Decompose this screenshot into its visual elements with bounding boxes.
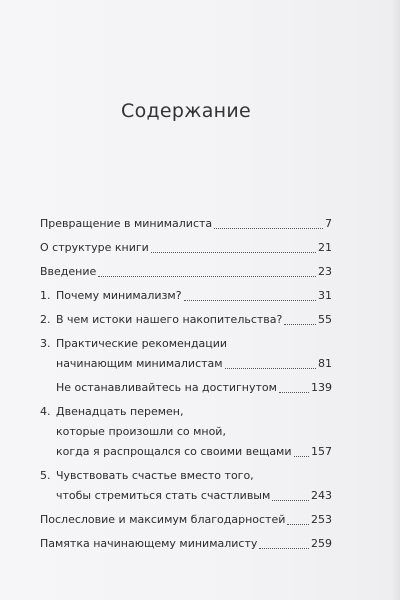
toc-dot-leader xyxy=(184,300,316,301)
toc-dot-leader xyxy=(214,228,323,229)
toc-entry-title: Не останавливайтесь на достигнутом xyxy=(56,381,277,394)
table-of-contents xyxy=(40,214,332,558)
toc-entry-title: Памятка начинающему минималисту xyxy=(40,537,258,550)
toc-entry-book-structure xyxy=(40,238,332,258)
toc-entry-title: Введение xyxy=(40,265,97,278)
toc-entry-chapter-1 xyxy=(40,286,332,306)
chapter-number: 2. xyxy=(40,313,51,326)
toc-entry-chapter-3 xyxy=(40,334,332,374)
toc-entry-title-line: которые произошли со мной, xyxy=(56,425,226,438)
toc-page-number: 139 xyxy=(311,381,332,394)
toc-entry-title-line: когда я распрощался со своими вещами xyxy=(56,445,292,458)
toc-dot-leader xyxy=(279,392,309,393)
toc-entry-afterword xyxy=(40,510,332,530)
toc-page-number: 55 xyxy=(318,313,332,326)
toc-entry-memo xyxy=(40,534,332,554)
toc-dot-leader xyxy=(294,456,309,457)
toc-entry-title-line: чтобы стремиться стать счастливым xyxy=(56,489,271,502)
toc-page-number: 253 xyxy=(311,513,332,526)
toc-dot-leader xyxy=(151,252,316,253)
toc-entry-title: В чем истоки нашего накопительства? xyxy=(56,313,283,326)
chapter-number: 5. xyxy=(40,469,51,482)
toc-entry-chapter-4 xyxy=(40,402,332,462)
toc-entry-title: О структуре книги xyxy=(40,241,149,254)
toc-entry-title: Послесловие и максимум благодарностей xyxy=(40,513,286,526)
page-edge-shadow xyxy=(392,0,400,600)
toc-page-number: 31 xyxy=(318,289,332,302)
toc-entry-title-line: Двенадцать перемен, xyxy=(56,405,184,418)
toc-entry-title-line: Практические рекомендации xyxy=(56,337,228,350)
chapter-number: 1. xyxy=(40,289,51,302)
toc-dot-leader xyxy=(287,524,309,525)
toc-entry-introduction xyxy=(40,262,332,282)
toc-page-number: 7 xyxy=(325,217,332,230)
toc-dot-leader xyxy=(98,276,316,277)
toc-entry-subsection xyxy=(40,378,332,398)
toc-dot-leader xyxy=(225,368,316,369)
toc-page-number: 243 xyxy=(311,489,332,502)
toc-dot-leader xyxy=(272,500,309,501)
toc-entry-title: Почему минимализм? xyxy=(56,289,182,302)
toc-page-number: 81 xyxy=(318,357,332,370)
toc-dot-leader xyxy=(259,548,309,549)
toc-page-number: 259 xyxy=(311,537,332,550)
toc-entry-title-line: начинающим минималистам xyxy=(56,357,223,370)
toc-page-number: 23 xyxy=(318,265,332,278)
chapter-number: 3. xyxy=(40,337,51,350)
toc-entry-title: Превращение в минималиста xyxy=(40,217,213,230)
toc-entry-transformation xyxy=(40,214,332,234)
toc-page-number: 157 xyxy=(311,445,332,458)
toc-dot-leader xyxy=(284,324,316,325)
chapter-number: 4. xyxy=(40,405,51,418)
toc-entry-chapter-2 xyxy=(40,310,332,330)
page-title: Содержание xyxy=(121,100,251,122)
toc-page-number: 21 xyxy=(318,241,332,254)
toc-entry-chapter-5 xyxy=(40,466,332,506)
toc-entry-title-line: Чувствовать счастье вместо того, xyxy=(56,469,254,482)
